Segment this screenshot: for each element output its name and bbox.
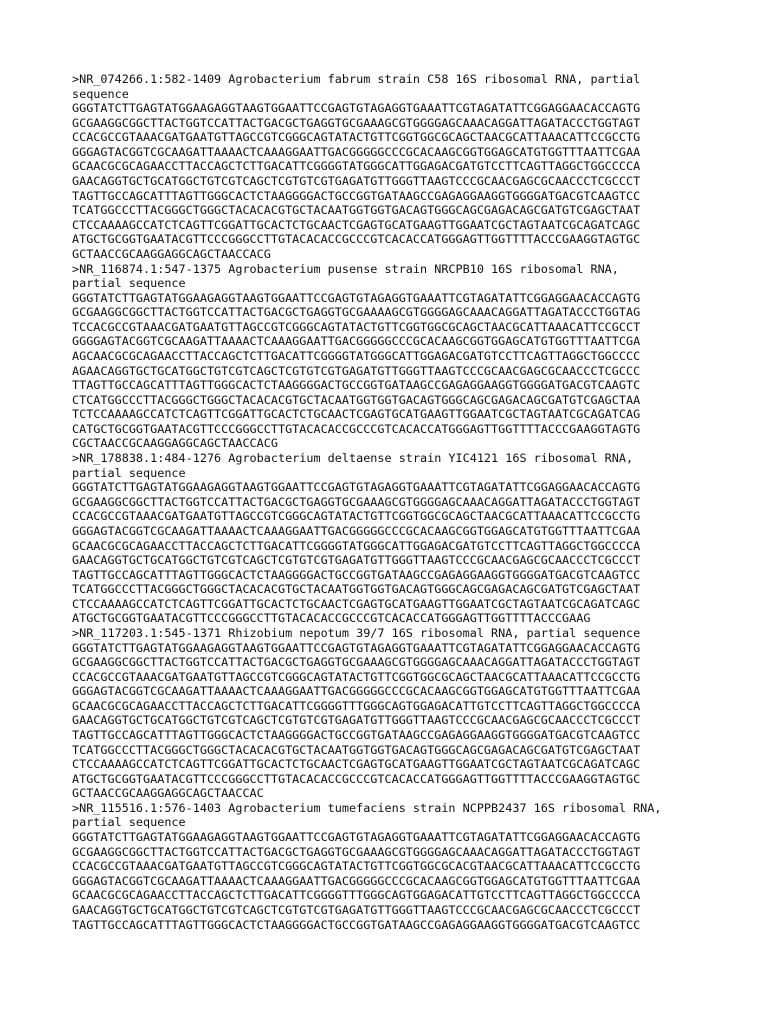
sequence-line: GCGAAGGCGGCTTACTGGTCCATTACTGACGCTGAGGTGCGAAAGCGTGGGGAGCAAACAGGATTAGATACCCTGGTAGT: [72, 655, 641, 670]
sequence-line: GGGAGTACGGTCGCAAGATTAAAACTCAAAGGAATTGACGGGGGCCCGCACAAGCGGTGGAGCATGTGGTTTAATTCGAA: [72, 144, 641, 159]
sequence-line: TTAGTTGCCAGCATTTAGTTGGGCACTCTAAGGGGACTGCCGGTGATAAGCCGAGAGGAAGGTGGGGATGACGTCAAGTC: [72, 378, 641, 393]
sequence-line: AGCAACGCGCAGAACCTTACCAGCTCTTGACATTCGGGGTATGGGCATTGGAGACGATGTCCTTCAGTTAGGCTGGCCCC: [72, 348, 641, 363]
sequence-line: GCGAAGGCGGCTTACTGGTCCATTACTGACGCTGAGGTGCGAAAGCGTGGGGAGCAAACAGGATTAGATACCCTGGTAGT: [72, 115, 641, 130]
sequence-line: partial sequence: [72, 465, 186, 480]
sequence-line: ATGCTGCGGTGAATACGTTCCCGGGCCTTGTACACACCGCCCGTCACACCATGGGAGTTGGTTTTACCCGAAGGTAGTGC: [72, 771, 641, 786]
sequence-line: GCAACGCGCAGAACCTTACCAGCTCTTGACATTCGGGGTATGGGCATTGGAGACGATGTCCTTCAGTTAGGCTGGCCCCA: [72, 538, 641, 553]
sequence-line: TAGTTGCCAGCATTTAGTTGGGCACTCTAAGGGGACTGCCGGTGATAAGCCGAGAGGAAGGTGGGGATGACGTCAAGTCC: [72, 188, 641, 203]
sequence-line: GCAACGCGCAGAACCTTACCAGCTCTTGACATTCGGGGTTTGGGCAGTGGAGACATTGTCCTTCAGTTAGGCTGGCCCCA: [72, 698, 641, 713]
sequence-line: TAGTTGCCAGCATTTAGTTGGGCACTCTAAGGGGACTGCCGGTGATAAGCCGAGAGGAAGGTGGGGATGACGTCAAGTCC: [72, 567, 641, 582]
sequence-line: AGAACAGGTGCTGCATGGCTGTCGTCAGCTCGTGTCGTGAGATGTTGGGTTAAGTCCCGCAACGAGCGCAACCCTCGCCC: [72, 363, 641, 378]
sequence-line: CATGCTGCGGTGAATACGTTCCCGGGCCTTGTACACACCGCCCGTCACACCATGGGAGTTGGTTTTACCCGAAGGTAGTG: [72, 421, 641, 436]
sequence-line: GCTAACCGCAAGGAGGCAGCTAACCACG: [72, 246, 271, 261]
sequence-line: CCACGCCGTAAACGATGAATGTTAGCCGTCGGGCAGTATACTGTTCGGTGGCGCAGCTAACGCATTAAACATTCCGCCTG: [72, 509, 641, 524]
sequence-line: TCTCCAAAAGCCATCTCAGTTCGGATTGCACTCTGCAACTCGAGTGCATGAAGTTGGAATCGCTAGTAATCGCAGATCAG: [72, 407, 641, 422]
sequence-line: TCCACGCCGTAAACGATGAATGTTAGCCGTCGGGCAGTATACTGTTCGGTGGCGCAGCTAACGCATTAAACATTCCGCCT: [72, 319, 641, 334]
sequence-line: TAGTTGCCAGCATTTAGTTGGGCACTCTAAGGGGACTGCCGGTGATAAGCCGAGAGGAAGGTGGGGATGACGTCAAGTCC: [72, 917, 641, 932]
sequence-line: CTCCAAAAGCCATCTCAGTTCGGATTGCACTCTGCAACTCGAGTGCATGAAGTTGGAATCGCTAGTAATCGCAGATCAGC: [72, 596, 641, 611]
sequence-line: GCAACGCGCAGAACCTTACCAGCTCTTGACATTCGGGGTTTGGGCAGTGGAGACATTGTCCTTCAGTTAGGCTGGCCCCA: [72, 888, 641, 903]
sequence-line: GCAACGCGCAGAACCTTACCAGCTCTTGACATTCGGGGTATGGGCATTGGAGACGATGTCCTTCAGTTAGGCTGGCCCCA: [72, 159, 641, 174]
sequence-header-line: >NR_178838.1:484-1276 Agrobacterium deltaense strain YIC4121 16S ribosomal RNA,: [72, 451, 634, 466]
sequence-line: GGGTATCTTGAGTATGGAAGAGGTAAGTGGAATTCCGAGTGTAGAGGTGAAATTCGTAGATATTCGGAGGAACACCAGTG: [72, 101, 641, 116]
sequence-line: CTCCAAAAGCCATCTCAGTTCGGATTGCACTCTGCAACTCGAGTGCATGAAGTTGGAATCGCTAGTAATCGCAGATCAGC: [72, 757, 641, 772]
sequence-line: TAGTTGCCAGCATTTAGTTGGGCACTCTAAGGGGACTGCCGGTGATAAGCCGAGAGGAAGGTGGGGATGACGTCAAGTCC: [72, 728, 641, 743]
sequence-header-line: >NR_115516.1:576-1403 Agrobacterium tumefaciens strain NCPPB2437 16S ribosomal RNA,: [72, 800, 662, 815]
sequence-line: GGGTATCTTGAGTATGGAAGAGGTAAGTGGAATTCCGAGTGTAGAGGTGAAATTCGTAGATATTCGGAGGAACACCAGTG: [72, 640, 641, 655]
sequence-line: GGGTATCTTGAGTATGGAAGAGGTAAGTGGAATTCCGAGTGTAGAGGTGAAATTCGTAGATATTCGGAGGAACACCAGTG: [72, 480, 641, 495]
sequence-line: GAACAGGTGCTGCATGGCTGTCGTCAGCTCGTGTCGTGAGATGTTGGGTTAAGTCCCGCAACGAGCGCAACCCTCGCCCT: [72, 174, 641, 189]
sequence-line: GGGTATCTTGAGTATGGAAGAGGTAAGTGGAATTCCGAGTGTAGAGGTGAAATTCGTAGATATTCGGAGGAACACCAGTG: [72, 290, 641, 305]
sequence-header-line: >NR_116874.1:547-1375 Agrobacterium pusense strain NRCPB10 16S ribosomal RNA,: [72, 261, 619, 276]
sequence-line: GGGTATCTTGAGTATGGAAGAGGTAAGTGGAATTCCGAGTGTAGAGGTGAAATTCGTAGATATTCGGAGGAACACCAGTG: [72, 830, 641, 845]
sequence-line: GCTAACCGCAAGGAGGCAGCTAACCAC: [72, 786, 264, 801]
sequence-line: GAACAGGTGCTGCATGGCTGTCGTCAGCTCGTGTCGTGAGATGTTGGGTTAAGTCCCGCAACGAGCGCAACCCTCGCCCT: [72, 713, 641, 728]
sequence-line: CCACGCCGTAAACGATGAATGTTAGCCGTCGGGCAGTATACTGTTCGGTGGCGCAGCTAACGCATTAAACATTCCGCCTG: [72, 130, 641, 145]
sequence-line: GGGAGTACGGTCGCAAGATTAAAACTCAAAGGAATTGACGGGGGCCCGCACAAGCGGTGGAGCATGTGGTTTAATTCGAA: [72, 523, 641, 538]
sequence-header-line: >NR_117203.1:545-1371 Rhizobium nepotum 39/7 16S ribosomal RNA, partial sequence: [72, 625, 641, 640]
sequence-line: partial sequence: [72, 815, 186, 830]
sequence-line: ATGCTGCGGTGAATACGTTCCCGGGCCTTGTACACACCGCCCGTCACACCATGGGAGTTGGTTTTACCCGAAG: [72, 611, 591, 626]
sequence-line: GCGAAGGCGGCTTACTGGTCCATTACTGACGCTGAGGTGCGAAAAGCGTGGGGAGCAAACAGGATTAGATACCCTGGTAG: [72, 305, 641, 320]
sequence-line: GAACAGGTGCTGCATGGCTGTCGTCAGCTCGTGTCGTGAGATGTTGGGTTAAGTCCCGCAACGAGCGCAACCCTCGCCCT: [72, 902, 641, 917]
sequence-line: GAACAGGTGCTGCATGGCTGTCGTCAGCTCGTGTCGTGAGATGTTGGGTTAAGTCCCGCAACGAGCGCAACCCTCGCCCT: [72, 553, 641, 568]
sequence-line: CTCATGGCCCTTACGGGCTGGGCTACACACGTGCTACAATGGTGGTGACAGTGGGCAGCGAGACAGCGATGTCGAGCTAA: [72, 392, 641, 407]
sequence-line: ATGCTGCGGTGAATACGTTCCCGGGCCTTGTACACACCGCCCGTCACACCATGGGAGTTGGTTTTACCCGAAGGTAGTGC: [72, 232, 641, 247]
sequence-line: CGCTAACCGCAAGGAGGCAGCTAACCACG: [72, 436, 278, 451]
sequence-line: sequence: [72, 86, 129, 101]
sequence-line: partial sequence: [72, 276, 186, 291]
sequence-line: GGGAGTACGGTCGCAAGATTAAAACTCAAAGGAATTGACGGGGGCCCGCACAAGCGGTGGAGCATGTGGTTTAATTCGAA: [72, 684, 641, 699]
sequence-line: CCACGCCGTAAACGATGAATGTTAGCCGTCGGGCAGTATACTGTTCGGTGGCGCAGCTAACGCATTAAACATTCCGCCTG: [72, 669, 641, 684]
sequence-line: TCATGGCCCTTACGGGCTGGGCTACACACGTGCTACAATGGTGGTGACAGTGGGCAGCGAGACAGCGATGTCGAGCTAAT: [72, 742, 641, 757]
sequence-line: TCATGGCCCTTACGGGCTGGGCTACACACGTGCTACAATGGTGGTGACAGTGGGCAGCGAGACAGCGATGTCGAGCTAAT: [72, 582, 641, 597]
sequence-line: GGGAGTACGGTCGCAAGATTAAAACTCAAAGGAATTGACGGGGGCCCGCACAAGCGGTGGAGCATGTGGTTTAATTCGAA: [72, 873, 641, 888]
sequence-line: GGGGAGTACGGTCGCAAGATTAAAACTCAAAGGAATTGACGGGGGCCCGCACAAGCGGTGGAGCATGTGGTTTAATTCGA: [72, 334, 641, 349]
sequence-header-line: >NR_074266.1:582-1409 Agrobacterium fabrum strain C58 16S ribosomal RNA, partial: [72, 72, 641, 86]
sequence-line: TCATGGCCCTTACGGGCTGGGCTACACACGTGCTACAATGGTGGTGACAGTGGGCAGCGAGACAGCGATGTCGAGCTAAT: [72, 203, 641, 218]
sequence-line: CCACGCCGTAAACGATGAATGTTAGCCGTCGGGCAGTATACTGTTCGGTGGCGCACGTAACGCATTAAACATTCCGCCTG: [72, 859, 641, 874]
fasta-document: [72, 72, 712, 932]
sequence-line: CTCCAAAAGCCATCTCAGTTCGGATTGCACTCTGCAACTCGAGTGCATGAAGTTGGAATCGCTAGTAATCGCAGATCAGC: [72, 217, 641, 232]
sequence-line: GCGAAGGCGGCTTACTGGTCCATTACTGACGCTGAGGTGCGAAAGCGTGGGGAGCAAACAGGATTAGATACCCTGGTAGT: [72, 844, 641, 859]
sequence-line: GCGAAGGCGGCTTACTGGTCCATTACTGACGCTGAGGTGCGAAAGCGTGGGGAGCAAACAGGATTAGATACCCTGGTAGT: [72, 494, 641, 509]
